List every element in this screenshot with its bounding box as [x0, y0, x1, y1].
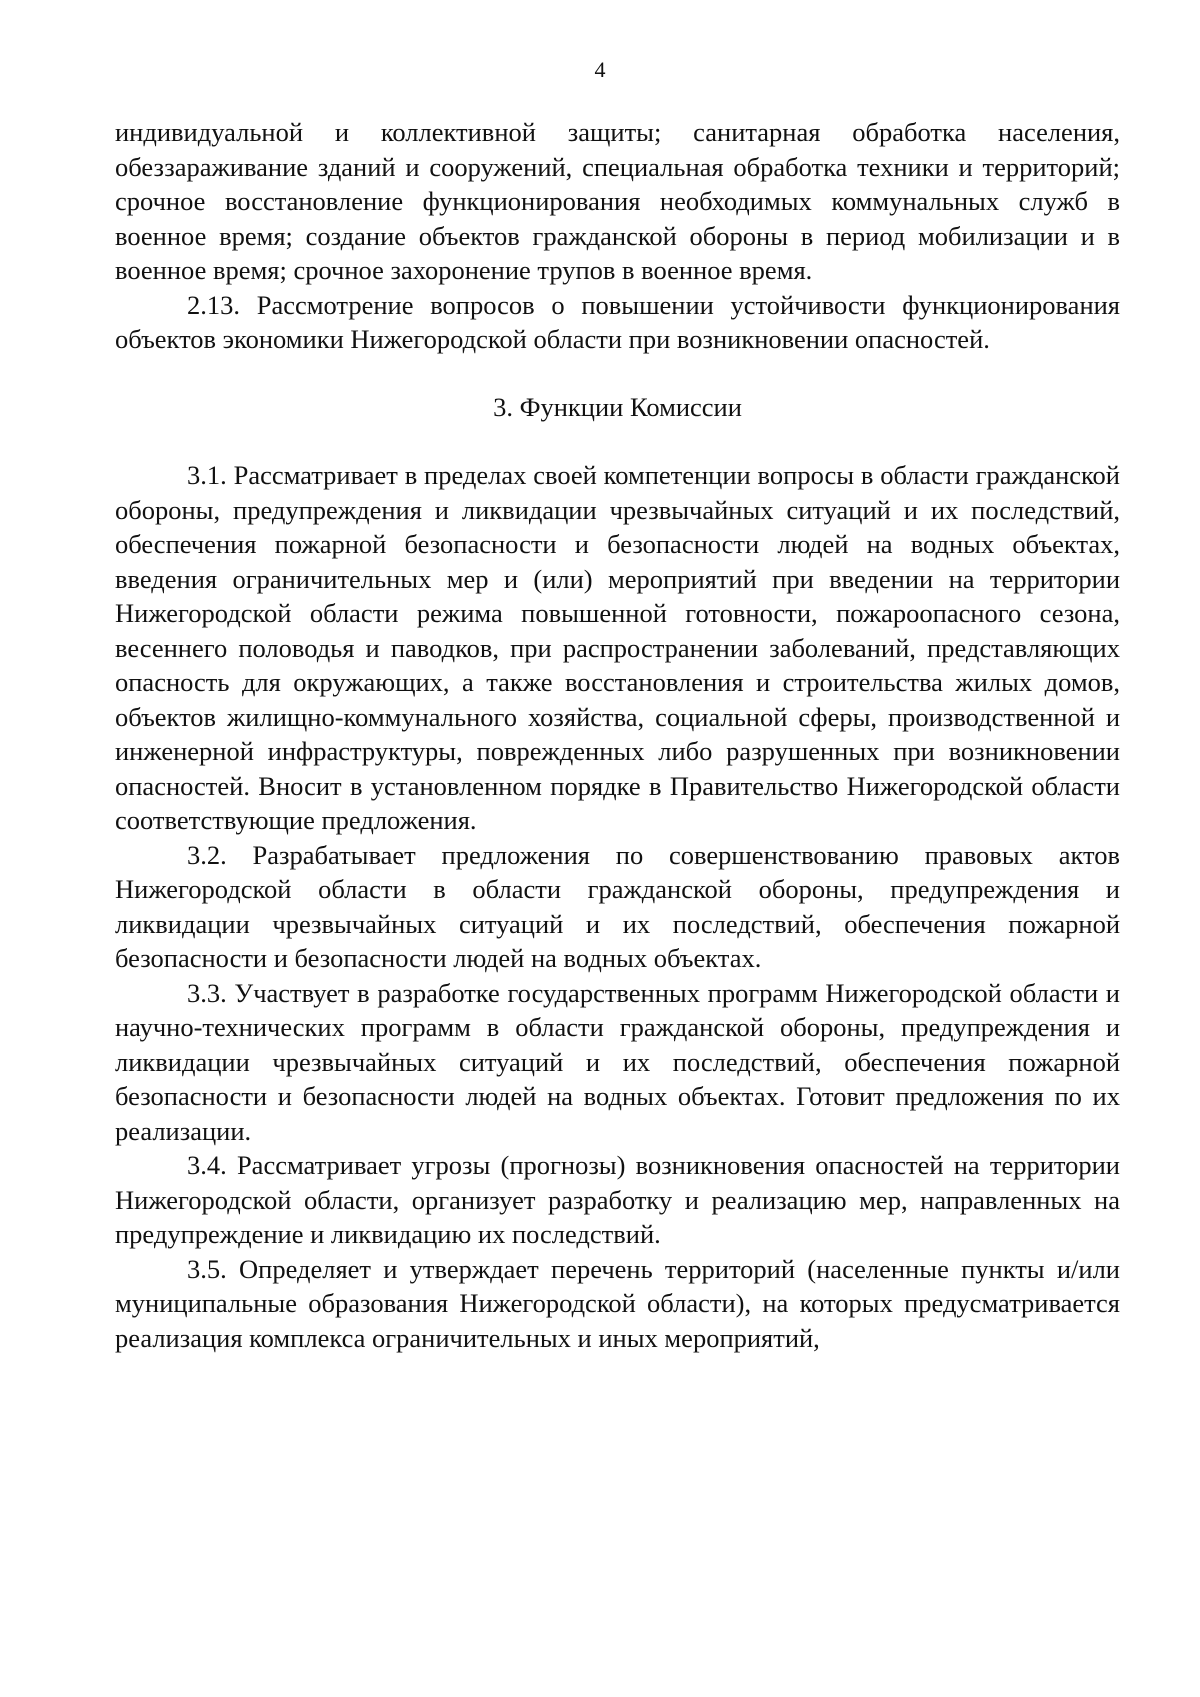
section-heading: 3. Функции Комиссии	[493, 391, 742, 422]
paragraph-3-4: 3.4. Рассматривает угрозы (прогнозы) возникновения опасностей на территории Нижегородской области, организует разработку и реализацию мер, направленных на предупреждение и ликвидацию их последствий.	[115, 1150, 1120, 1249]
document-body	[115, 115, 1120, 1355]
paragraph-3-1: 3.1. Рассматривает в пределах своей компетенции вопросы в области гражданской обороны, предупреждения и ликвидации чрезвычайных ситуаций и их последствий, обеспечения пожарной безопасности и безопасности людей на водных объектах, введения ограничительных мер и (или) мероприятий при введении на территории Нижегородской области режима повышенной готовности, пожароопасного сезона, весеннего половодья и паводков, при распространении заболеваний, представляющих опасность для окружающих, а также восстановления и строительства жилых домов, объектов жилищно-коммунального хозяйства, социальной сферы, производственной и инженерной инфраструктуры, поврежденных либо разрушенных при возникновении опасностей. Вносит в установленном порядке в Правительство Нижегородской области соответствующие предложения.	[115, 460, 1120, 835]
paragraph-3-3: 3.3. Участвует в разработке государственных программ Нижегородской области и научно-технических программ в области гражданской обороны, предупреждения и ликвидации чрезвычайных ситуаций и их последствий, обеспечения пожарной безопасности и безопасности людей на водных объектах. Готовит предложения по их реализации.	[115, 977, 1120, 1146]
page-number: 4	[594, 57, 606, 82]
paragraph-2-13: 2.13. Рассмотрение вопросов о повышении устойчивости функционирования объектов экономики Нижегородской области при возникновении опасностей.	[115, 289, 1120, 354]
paragraph-3-5: 3.5. Определяет и утверждает перечень территорий (населенные пункты и/или муниципальные образования Нижегородской области), на которых предусматривается реализация комплекса ограничительных и иных мероприятий,	[115, 1253, 1120, 1353]
paragraph-3-2: 3.2. Разрабатывает предложения по совершенствованию правовых актов Нижегородской области в области гражданской обороны, предупреждения и ликвидации чрезвычайных ситуаций и их последствий, обеспечения пожарной безопасности и безопасности людей на водных объектах.	[115, 839, 1120, 973]
paragraph-continuation: индивидуальной и коллективной защиты; санитарная обработка населения, обеззараживание зданий и сооружений, специальная обработка техники и территорий; срочное восстановление функционирования необходимых коммунальных служб в военное время; создание объектов гражданской обороны в период мобилизации и в военное время; срочное захоронение трупов в военное время.	[115, 117, 1120, 285]
